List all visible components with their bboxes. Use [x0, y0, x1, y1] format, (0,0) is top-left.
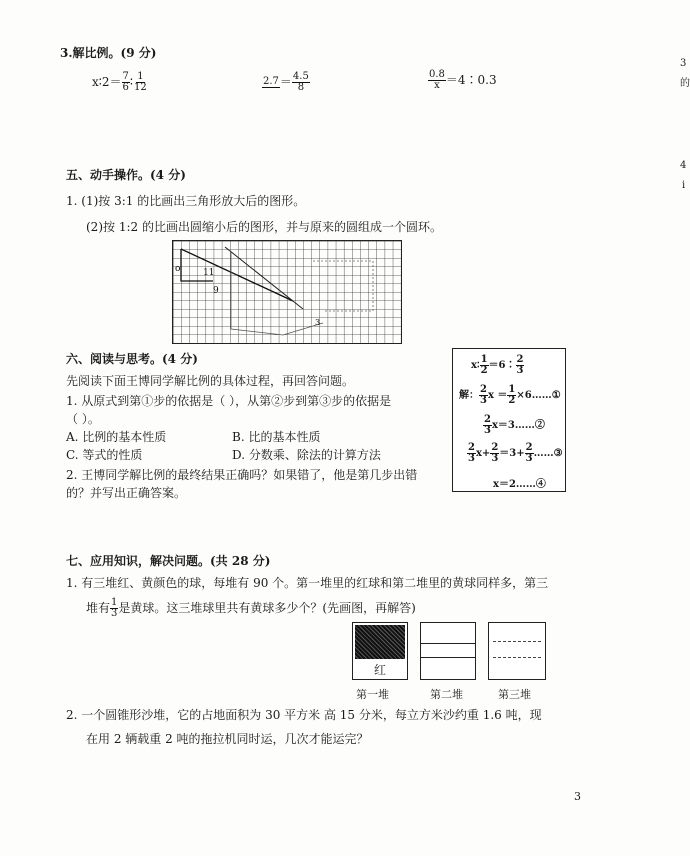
solution-step-4: x＝2……④	[493, 479, 546, 490]
s6-intro: 先阅读下面王博同学解比例的具体过程，再回答问题。	[66, 374, 355, 388]
pile-2-line-2	[421, 657, 475, 658]
section-6-title: 六、阅读与思考。(4 分)	[66, 352, 198, 366]
margin-mark-4: i	[682, 180, 686, 191]
svg-text:o: o	[175, 264, 181, 274]
equation-2: 2.7 ＝ $\frac{4.5}{8}$	[263, 71, 309, 93]
drawing-grid[interactable]	[172, 240, 402, 344]
option-b: B. 比的基本性质	[232, 430, 321, 444]
pile-3-dash-2	[493, 657, 541, 658]
pile-3-label: 第三堆	[498, 688, 531, 701]
equation-1: x∶2＝ $\frac{7}{6}$ ∶ $\frac{1}{12}$	[92, 71, 147, 93]
section-3-title: 3.解比例。(9 分)	[60, 46, 157, 60]
pile-2-line-1	[421, 643, 475, 644]
equation-3: $\frac{0.8}{x}$ ＝4∶0.3	[429, 69, 497, 91]
pile-1-shading	[355, 625, 405, 659]
pile-1-text: 红	[373, 663, 386, 677]
pile-1-label: 第一堆	[356, 688, 389, 701]
s5-question-2: (2)按 1:2 的比画出圆缩小后的图形，并与原来的圆组成一个圆环。	[86, 220, 442, 234]
margin-mark-3: 4	[680, 160, 687, 171]
page-number: 3	[574, 790, 581, 803]
grid-lines	[173, 241, 401, 343]
svg-text:3: 3	[315, 318, 321, 327]
option-c: C. 等式的性质	[66, 448, 143, 462]
pile-3-dash-1	[493, 641, 541, 642]
s6-q2-line1: 2. 王博同学解比例的最终结果正确吗？如果错了，他是第几步出错	[66, 468, 418, 482]
solution-box	[452, 348, 566, 492]
s7-q1-line1: 1. 有三堆红、黄颜色的球，每堆有 90 个。第一堆里的红球和第二堆里的黄球同样多，第三	[66, 576, 549, 590]
svg-text:11: 11	[203, 268, 215, 278]
s6-q1-line2: （ ）。	[66, 412, 100, 426]
pile-3-box	[488, 622, 546, 680]
s6-q1-line1: 1. 从原式到第①步的依据是（ ），从第②步到第③步的依据是	[66, 394, 392, 408]
s7-q2-line1: 2. 一个圆锥形沙堆，它的占地面积为 30 平方米 高 15 分米，每立方米沙约重 1.6 吨，现	[66, 708, 542, 722]
svg-text:9: 9	[213, 286, 219, 296]
pile-2-box	[420, 622, 476, 680]
option-a: A. 比例的基本性质	[66, 430, 167, 444]
pile-2-label: 第二堆	[430, 688, 463, 701]
s7-q2-line2: 在用 2 辆载重 2 吨的拖拉机同时运，几次才能运完？	[86, 732, 369, 746]
section-7-title: 七、应用知识，解决问题。(共 28 分)	[66, 554, 271, 568]
solution-line-0: x∶ $\frac{1}{2}$ ＝6∶ $\frac{2}{3}$	[471, 354, 524, 376]
section-5-title: 五、动手操作。(4 分)	[66, 168, 186, 182]
s6-q2-line2: 的？并写出正确答案。	[66, 486, 187, 500]
solution-step-3: $\frac{2}{3}$ x+ $\frac{2}{3}$ ＝3+ $\frac{2}{3}$ ……③	[468, 442, 563, 464]
pile-1-box	[352, 622, 408, 680]
margin-mark-2: 的	[680, 78, 690, 89]
solution-step-1: 解： $\frac{2}{3}$ x ＝ $\frac{1}{2}$ ×6……①	[459, 384, 561, 406]
margin-mark-1: 3	[680, 58, 687, 69]
s5-question-1: 1. (1)按 3:1 的比画出三角形放大后的图形。	[66, 194, 306, 208]
solution-step-2: $\frac{2}{3}$ x＝3……②	[484, 414, 545, 436]
option-d: D. 分数乘、除法的计算方法	[232, 448, 381, 462]
s7-q1-line2: 堆有 $\frac{1}{3}$ 是黄球。这三堆球里共有黄球多少个？(先画图，再解答)	[86, 597, 416, 619]
